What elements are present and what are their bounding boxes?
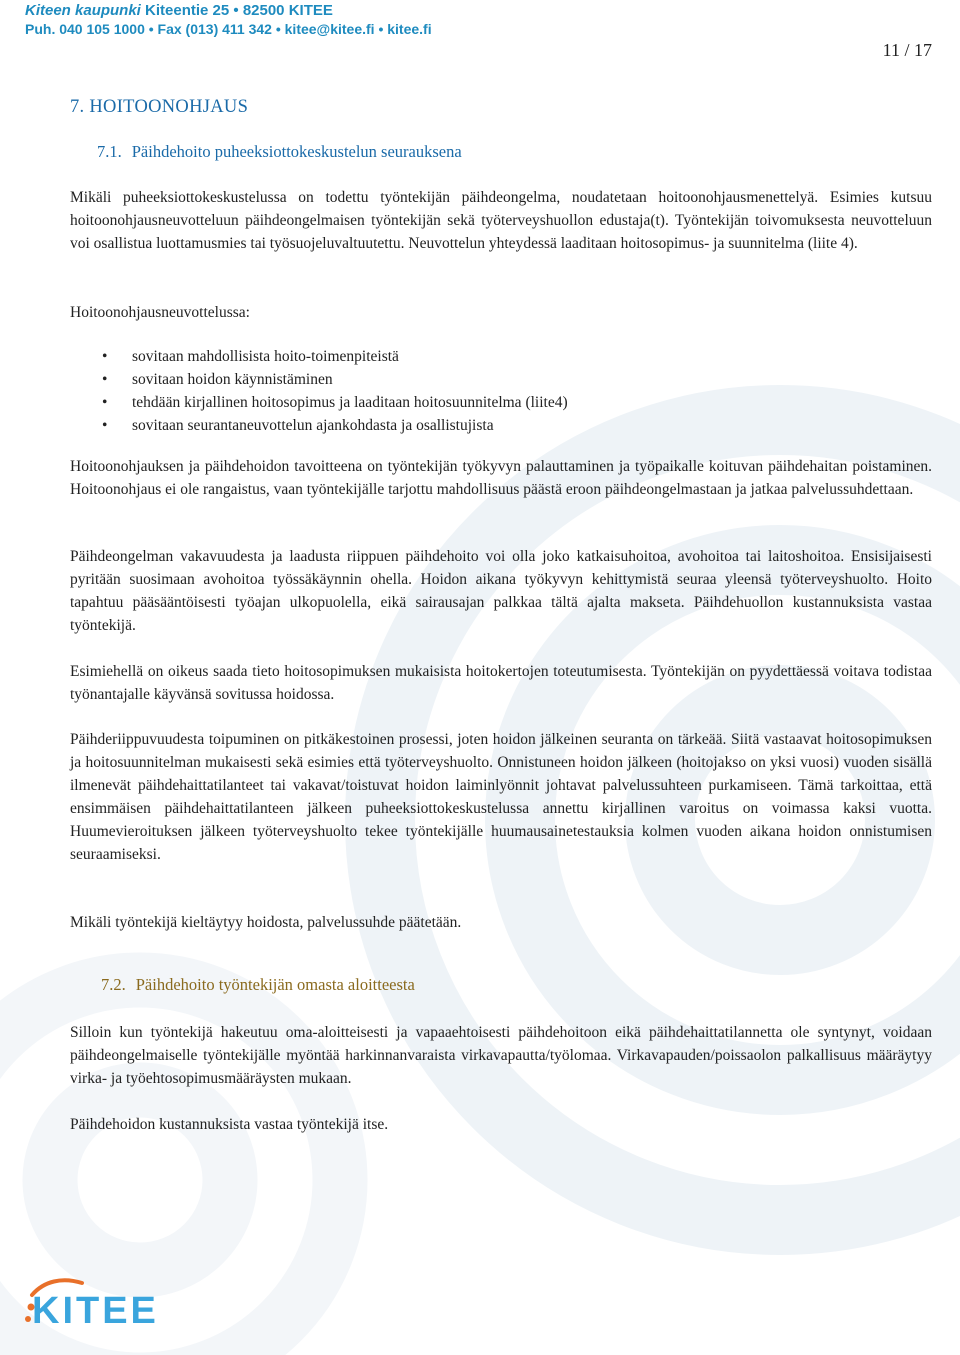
letterhead-contact: Puh. 040 105 1000 • Fax (013) 411 342 • kitee@kitee.fi • kitee.fi	[25, 21, 432, 37]
section-title: Päihdehoito puheeksiottokeskustelun seurauksena	[131, 142, 462, 161]
section-heading-7-1	[97, 142, 462, 162]
paragraph-4: Esimiehellä on oikeus saada tieto hoitosopimuksen mukaisista hoitokertojen toteutumisesta. Työntekijän on pyydettäessä voitava todistaa työnantajalle käyvänsä sovitussa hoidossa.	[70, 663, 932, 703]
paragraph-8: Päihdehoidon kustannuksista vastaa työntekijä itse.	[70, 1116, 389, 1133]
section-title: Päihdehoito työntekijän omasta aloitteesta	[135, 975, 415, 994]
bullet-list	[70, 345, 568, 437]
list-item: • sovitaan hoidon käynnistäminen	[70, 368, 568, 391]
paragraph-3: Päihdeongelman vakavuudesta ja laadusta riippuen päihdehoito voi olla joko katkaisuhoitoa, avohoitoa tai laitoshoitoa. Ensisijaisesti pyritään suosimaan avohoitoa työssäkäynnin ohella. Hoidon aikana työkyvyn kehittymistä seuraa yleensä työterveyshuolto. Hoito tapahtuu pääsääntöisesti työajan ulkopuolella, eikä sairausajan palkkaa tältä ajalta makseta. Päihdehuollon kustannuksista vastaa työntekijä.	[70, 548, 932, 634]
chapter-heading: 7. HOITOONOHJAUS	[70, 97, 249, 117]
letterhead-brand: Kiteen kaupunki	[25, 2, 141, 19]
list-item: • sovitaan seurantaneuvottelun ajankohdasta ja osallistujista	[70, 414, 568, 437]
section-number: 7.2.	[101, 975, 126, 994]
list-item: • sovitaan mahdollisista hoito-toimenpiteistä	[70, 345, 568, 368]
section-heading-7-2	[101, 975, 415, 995]
paragraph-2: Hoitoonohjauksen ja päihdehoidon tavoitteena on työntekijän työkyvyn palauttaminen ja työpaikalle koituvan päihdehaitan poistaminen. Hoitoonohjaus ei ole rangaistus, vaan työntekijälle tarjottu mahdollisuus päästä eroon päihdeongelmastaan ja jatkaa palvelussuhdettaan.	[70, 458, 932, 498]
letterhead	[25, 2, 432, 38]
letterhead-line-1	[25, 2, 432, 20]
list-item: • tehdään kirjallinen hoitosopimus ja laaditaan hoitosuunnitelma (liite4)	[70, 391, 568, 414]
section-number: 7.1.	[97, 142, 122, 161]
list-intro: Hoitoonohjausneuvottelussa:	[70, 304, 250, 321]
page-number: 11 / 17	[882, 40, 932, 60]
letterhead-address: Kiteentie 25 • 82500 KITEE	[145, 2, 333, 19]
paragraph-5: Päihderiippuvuudesta toipuminen on pitkäkestoinen prosessi, joten hoidon jälkeinen seuranta on tärkeää. Siitä vastaavat hoitosopimuksen ja hoitosuunnitelman mukaisesti sekä esimies että työterveyshuolto. Onnistuneen hoidon jälkeen (hoitojakso on yksi vuosi) vuoden sisällä ilmenevät päihdehaittatilanteet tai vakavat/toistuvat hoidon laiminlyönnit johtavat palvelussuhteen purkamiseen. Tämä tarkoittaa, että ensimmäisen päihdehaittatilanteen jälkeen puheeksiottokeskustelussa annettu kirjallinen varoitus on voimassa kaksi vuotta. Huumevieroituksen jälkeen työterveyshuolto tekee työntekijälle huumausainetestauksia kolmen vuoden aikana hoidon onnistumisen seuraamiseksi.	[70, 731, 932, 863]
paragraph-6: Mikäli työntekijä kieltäytyy hoidosta, palvelussuhde päätetään.	[70, 914, 462, 931]
paragraph-7: Silloin kun työntekijä hakeutuu oma-aloitteisesti ja vapaaehtoisesti päihdehoitoon eikä päihdehaittatilannetta ole syntynyt, voidaan päihdeongelmaiselle työntekijälle myöntää harkinnanvaraista virkavapautta/työlomaa. Virkavapauden/poissaolon palkallisuus määräytyy virka- ja työehtosopimusmääräysten mukaan.	[70, 1024, 932, 1087]
paragraph-1: Mikäli puheeksiottokeskustelussa on todettu työntekijän päihdeongelma, noudatetaan hoitoonohjausmenettelyä. Esimies kutsuu hoitoonohjausneuvotteluun päihdeongelmaisen työntekijän sekä työterveyshuollon edustaja(t). Työntekijän toivomuksesta neuvotteluun voi osallistua luottamusmies tai työsuojeluvaltuutettu. Neuvottelun yhteydessä laaditaan hoitosopimus- ja suunnitelma (liite 4).	[70, 189, 932, 252]
kitee-logo-text: KITEE	[32, 1290, 159, 1332]
